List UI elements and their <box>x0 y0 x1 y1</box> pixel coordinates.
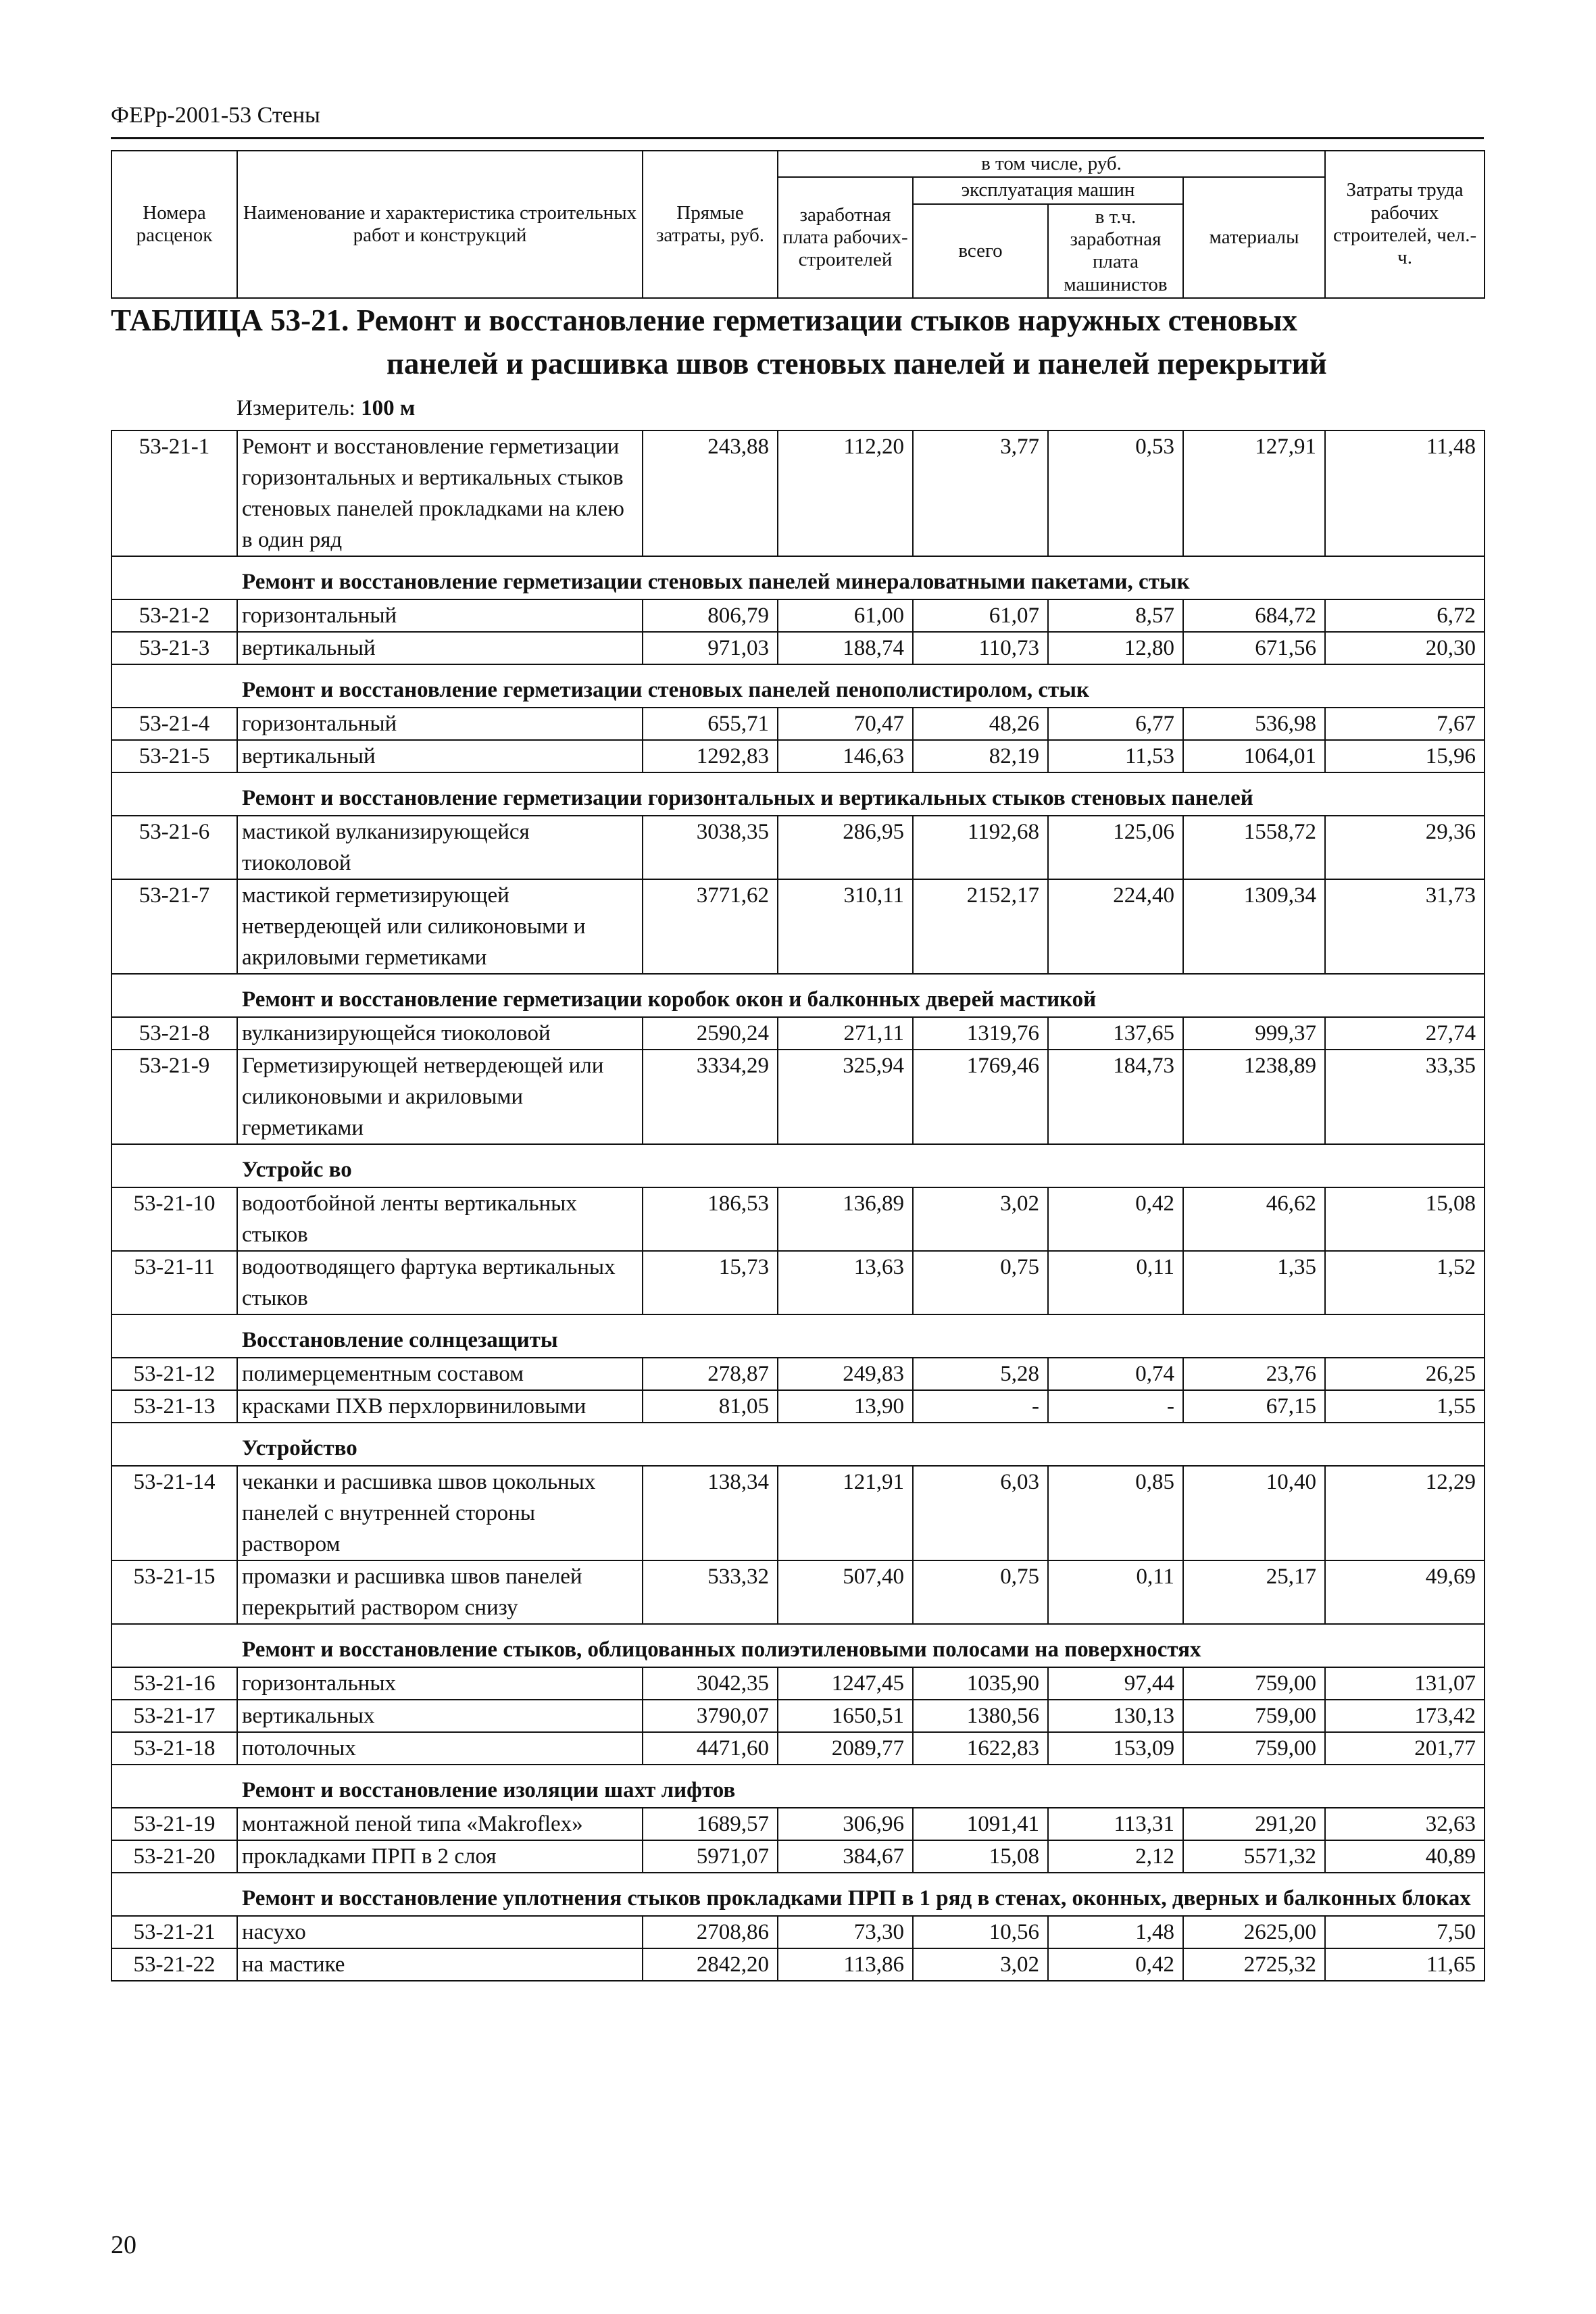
col-incl-header: в том числе, руб. <box>778 151 1325 177</box>
table-title <box>111 299 1484 385</box>
row-code: 53-21-13 <box>111 1390 237 1423</box>
row-name: полимерцементным составом <box>237 1358 643 1390</box>
table-row <box>111 1017 1485 1050</box>
row-materials: 759,00 <box>1183 1700 1325 1732</box>
table-row <box>111 430 1485 556</box>
row-direct-cost: 138,34 <box>643 1466 778 1560</box>
section-row <box>111 1765 1485 1808</box>
row-direct-cost: 3038,35 <box>643 816 778 879</box>
row-code: 53-21-19 <box>111 1808 237 1840</box>
row-labor: 26,25 <box>1325 1358 1485 1390</box>
row-name: монтажной пеной типа «Makroflex» <box>237 1808 643 1840</box>
row-machines-wage: - <box>1048 1390 1183 1423</box>
row-materials: 46,62 <box>1183 1187 1325 1251</box>
row-labor: 7,50 <box>1325 1916 1485 1948</box>
row-code: 53-21-21 <box>111 1916 237 1948</box>
row-direct-cost: 15,73 <box>643 1251 778 1314</box>
table-row <box>111 1916 1485 1948</box>
row-machines-total: 10,56 <box>913 1916 1048 1948</box>
row-machines-total: 3,02 <box>913 1187 1048 1251</box>
row-wage: 249,83 <box>778 1358 913 1390</box>
row-machines-wage: 153,09 <box>1048 1732 1183 1765</box>
row-code: 53-21-15 <box>111 1560 237 1624</box>
column-header-table <box>111 150 1485 299</box>
row-code: 53-21-17 <box>111 1700 237 1732</box>
row-machines-wage: 2,12 <box>1048 1840 1183 1873</box>
running-head: ФЕРр-2001-53 Стены <box>111 103 320 128</box>
row-code: 53-21-11 <box>111 1251 237 1314</box>
row-machines-total: 1769,46 <box>913 1050 1048 1144</box>
row-machines-total: 48,26 <box>913 708 1048 740</box>
table-row <box>111 1358 1485 1390</box>
row-code: 53-21-9 <box>111 1050 237 1144</box>
row-machines-total: 1319,76 <box>913 1017 1048 1050</box>
row-labor: 49,69 <box>1325 1560 1485 1624</box>
measure <box>236 396 415 421</box>
row-wage: 146,63 <box>778 740 913 772</box>
row-machines-total: 82,19 <box>913 740 1048 772</box>
table-row <box>111 1050 1485 1144</box>
row-direct-cost: 3334,29 <box>643 1050 778 1144</box>
col-mach-total-header: всего <box>913 204 1048 298</box>
section-heading: Ремонт и восстановление герметизации стеновых панелей пенополистиролом, стык <box>111 664 1485 708</box>
row-machines-wage: 6,77 <box>1048 708 1183 740</box>
row-machines-wage: 130,13 <box>1048 1700 1183 1732</box>
row-name: на мастике <box>237 1948 643 1981</box>
row-labor: 201,77 <box>1325 1732 1485 1765</box>
row-name: прокладками ПРП в 2 слоя <box>237 1840 643 1873</box>
row-machines-wage: 184,73 <box>1048 1050 1183 1144</box>
row-code: 53-21-20 <box>111 1840 237 1873</box>
table-row <box>111 1840 1485 1873</box>
row-machines-total: 61,07 <box>913 599 1048 632</box>
row-machines-total: 1091,41 <box>913 1808 1048 1840</box>
row-machines-total: 1035,90 <box>913 1667 1048 1700</box>
row-name: мастикой вулканизирующейся тиоколовой <box>237 816 643 879</box>
row-labor: 1,52 <box>1325 1251 1485 1314</box>
row-name: вулканизирующейся тиоколовой <box>237 1017 643 1050</box>
row-materials: 5571,32 <box>1183 1840 1325 1873</box>
row-name: горизонтальный <box>237 599 643 632</box>
section-heading: Ремонт и восстановление герметизации коробок окон и балконных дверей мастикой <box>111 974 1485 1017</box>
section-heading: Устройство <box>111 1423 1485 1466</box>
row-direct-cost: 2590,24 <box>643 1017 778 1050</box>
table-row <box>111 1700 1485 1732</box>
row-name: чеканки и расшивка швов цокольных панелей с внутренней стороны раствором <box>237 1466 643 1560</box>
row-code: 53-21-3 <box>111 632 237 664</box>
row-machines-wage: 0,42 <box>1048 1948 1183 1981</box>
row-materials: 127,91 <box>1183 430 1325 556</box>
section-heading: Восстановление солнцезащиты <box>111 1314 1485 1358</box>
row-labor: 33,35 <box>1325 1050 1485 1144</box>
row-machines-total: 110,73 <box>913 632 1048 664</box>
section-row <box>111 556 1485 599</box>
row-name: водоотводящего фартука вертикальных стыков <box>237 1251 643 1314</box>
section-row <box>111 772 1485 816</box>
row-direct-cost: 1689,57 <box>643 1808 778 1840</box>
row-direct-cost: 3042,35 <box>643 1667 778 1700</box>
row-direct-cost: 806,79 <box>643 599 778 632</box>
table-row <box>111 1808 1485 1840</box>
row-code: 53-21-18 <box>111 1732 237 1765</box>
row-materials: 10,40 <box>1183 1466 1325 1560</box>
row-materials: 25,17 <box>1183 1560 1325 1624</box>
row-direct-cost: 3771,62 <box>643 879 778 974</box>
page-number: 20 <box>111 2231 136 2259</box>
row-labor: 7,67 <box>1325 708 1485 740</box>
row-machines-wage: 0,53 <box>1048 430 1183 556</box>
table-row <box>111 708 1485 740</box>
table-row <box>111 879 1485 974</box>
row-machines-wage: 0,42 <box>1048 1187 1183 1251</box>
table-title-line-2: панелей и расшивка швов стеновых панелей и панелей перекрытий <box>386 347 1327 380</box>
row-materials: 1064,01 <box>1183 740 1325 772</box>
row-name: вертикальный <box>237 740 643 772</box>
row-machines-wage: 12,80 <box>1048 632 1183 664</box>
row-name: вертикальных <box>237 1700 643 1732</box>
row-direct-cost: 1292,83 <box>643 740 778 772</box>
row-machines-wage: 224,40 <box>1048 879 1183 974</box>
row-machines-total: 15,08 <box>913 1840 1048 1873</box>
row-direct-cost: 2708,86 <box>643 1916 778 1948</box>
row-machines-total: 1380,56 <box>913 1700 1048 1732</box>
price-table <box>111 430 1485 1981</box>
row-direct-cost: 243,88 <box>643 430 778 556</box>
row-code: 53-21-8 <box>111 1017 237 1050</box>
table-row <box>111 632 1485 664</box>
row-machines-wage: 113,31 <box>1048 1808 1183 1840</box>
row-direct-cost: 4471,60 <box>643 1732 778 1765</box>
row-code: 53-21-1 <box>111 430 237 556</box>
row-direct-cost: 533,32 <box>643 1560 778 1624</box>
row-machines-wage: 125,06 <box>1048 816 1183 879</box>
section-heading: Ремонт и восстановление герметизации горизонтальных и вертикальных стыков стеновых панелей <box>111 772 1485 816</box>
table-title-line-1: ТАБЛИЦА 53-21. Ремонт и восстановление герметизации стыков наружных стеновых <box>111 303 1297 337</box>
row-materials: 999,37 <box>1183 1017 1325 1050</box>
row-wage: 61,00 <box>778 599 913 632</box>
row-materials: 536,98 <box>1183 708 1325 740</box>
col-mach-wage-header: в т.ч. заработная плата машинистов <box>1048 204 1183 298</box>
table-row <box>111 599 1485 632</box>
row-wage: 13,63 <box>778 1251 913 1314</box>
table-row <box>111 740 1485 772</box>
section-row <box>111 1144 1485 1187</box>
table-row <box>111 1466 1485 1560</box>
measure-label: Измеритель: <box>236 396 355 420</box>
section-row <box>111 974 1485 1017</box>
row-machines-total: - <box>913 1390 1048 1423</box>
row-machines-total: 6,03 <box>913 1466 1048 1560</box>
table-row <box>111 1948 1485 1981</box>
row-direct-cost: 5971,07 <box>643 1840 778 1873</box>
row-wage: 310,11 <box>778 879 913 974</box>
row-name: насухо <box>237 1916 643 1948</box>
row-machines-wage: 0,85 <box>1048 1466 1183 1560</box>
row-wage: 1650,51 <box>778 1700 913 1732</box>
row-materials: 759,00 <box>1183 1732 1325 1765</box>
row-machines-total: 3,77 <box>913 430 1048 556</box>
row-labor: 1,55 <box>1325 1390 1485 1423</box>
col-direct-header: Прямые затраты, руб. <box>643 151 778 298</box>
section-heading: Ремонт и восстановление изоляции шахт лифтов <box>111 1765 1485 1808</box>
table-row <box>111 1732 1485 1765</box>
row-labor: 173,42 <box>1325 1700 1485 1732</box>
col-wage-header: заработная плата рабочих-строителей <box>778 177 913 298</box>
row-wage: 121,91 <box>778 1466 913 1560</box>
row-machines-wage: 11,53 <box>1048 740 1183 772</box>
row-materials: 1558,72 <box>1183 816 1325 879</box>
section-heading: Ремонт и восстановление герметизации стеновых панелей минераловатными пакетами, стык <box>111 556 1485 599</box>
row-name: Герметизирующей нетвердеющей или силиконовыми и акриловыми герметиками <box>237 1050 643 1144</box>
section-heading: Ремонт и восстановление стыков, облицованных полиэтиленовыми полосами на поверхностях <box>111 1624 1485 1667</box>
row-name: красками ПХВ перхлорвиниловыми <box>237 1390 643 1423</box>
row-code: 53-21-4 <box>111 708 237 740</box>
row-labor: 31,73 <box>1325 879 1485 974</box>
section-heading: Устройс во <box>111 1144 1485 1187</box>
row-machines-total: 0,75 <box>913 1560 1048 1624</box>
col-machines-header: эксплуатация машин <box>913 177 1183 203</box>
row-code: 53-21-6 <box>111 816 237 879</box>
row-machines-wage: 0,11 <box>1048 1560 1183 1624</box>
row-machines-wage: 97,44 <box>1048 1667 1183 1700</box>
row-machines-total: 2152,17 <box>913 879 1048 974</box>
row-labor: 20,30 <box>1325 632 1485 664</box>
row-materials: 1309,34 <box>1183 879 1325 974</box>
section-row <box>111 664 1485 708</box>
row-name: водоотбойной ленты вертикальных стыков <box>237 1187 643 1251</box>
row-wage: 325,94 <box>778 1050 913 1144</box>
row-machines-total: 3,02 <box>913 1948 1048 1981</box>
row-wage: 507,40 <box>778 1560 913 1624</box>
row-wage: 113,86 <box>778 1948 913 1981</box>
row-machines-wage: 1,48 <box>1048 1916 1183 1948</box>
row-code: 53-21-22 <box>111 1948 237 1981</box>
row-wage: 73,30 <box>778 1916 913 1948</box>
row-wage: 112,20 <box>778 430 913 556</box>
col-code-header: Номера расценок <box>111 151 237 298</box>
row-name: промазки и расшивка швов панелей перекрытий раствором снизу <box>237 1560 643 1624</box>
row-direct-cost: 186,53 <box>643 1187 778 1251</box>
row-materials: 684,72 <box>1183 599 1325 632</box>
row-name: мастикой герметизирующей нетвердеющей или силиконовыми и акриловыми герметиками <box>237 879 643 974</box>
row-machines-wage: 0,74 <box>1048 1358 1183 1390</box>
row-name: Ремонт и восстановление герметизации горизонтальных и вертикальных стыков стеновых панелей прокладками на клею в один ряд <box>237 430 643 556</box>
row-materials: 2625,00 <box>1183 1916 1325 1948</box>
row-machines-wage: 137,65 <box>1048 1017 1183 1050</box>
row-direct-cost: 3790,07 <box>643 1700 778 1732</box>
table-row <box>111 1390 1485 1423</box>
row-wage: 384,67 <box>778 1840 913 1873</box>
measure-value: 100 м <box>361 396 416 420</box>
table-row <box>111 1667 1485 1700</box>
row-machines-wage: 0,11 <box>1048 1251 1183 1314</box>
row-name: горизонтальных <box>237 1667 643 1700</box>
row-wage: 13,90 <box>778 1390 913 1423</box>
table-row <box>111 816 1485 879</box>
row-labor: 11,65 <box>1325 1948 1485 1981</box>
row-machines-total: 5,28 <box>913 1358 1048 1390</box>
row-machines-wage: 8,57 <box>1048 599 1183 632</box>
row-code: 53-21-2 <box>111 599 237 632</box>
row-code: 53-21-16 <box>111 1667 237 1700</box>
row-labor: 27,74 <box>1325 1017 1485 1050</box>
row-labor: 15,08 <box>1325 1187 1485 1251</box>
col-materials-header: материалы <box>1183 177 1325 298</box>
row-labor: 32,63 <box>1325 1808 1485 1840</box>
row-labor: 11,48 <box>1325 430 1485 556</box>
row-direct-cost: 278,87 <box>643 1358 778 1390</box>
table-row <box>111 1560 1485 1624</box>
row-materials: 1,35 <box>1183 1251 1325 1314</box>
row-code: 53-21-14 <box>111 1466 237 1560</box>
row-materials: 67,15 <box>1183 1390 1325 1423</box>
row-code: 53-21-12 <box>111 1358 237 1390</box>
row-machines-total: 1192,68 <box>913 816 1048 879</box>
row-wage: 188,74 <box>778 632 913 664</box>
row-name: потолочных <box>237 1732 643 1765</box>
row-wage: 286,95 <box>778 816 913 879</box>
row-name: горизонтальный <box>237 708 643 740</box>
section-heading: Ремонт и восстановление уплотнения стыков прокладками ПРП в 1 ряд в стенах, оконных, дверных и балконных блоках <box>111 1873 1485 1916</box>
row-materials: 671,56 <box>1183 632 1325 664</box>
row-direct-cost: 971,03 <box>643 632 778 664</box>
row-labor: 6,72 <box>1325 599 1485 632</box>
header-rule <box>111 137 1484 139</box>
row-wage: 136,89 <box>778 1187 913 1251</box>
row-labor: 29,36 <box>1325 816 1485 879</box>
row-direct-cost: 2842,20 <box>643 1948 778 1981</box>
row-name: вертикальный <box>237 632 643 664</box>
row-machines-total: 1622,83 <box>913 1732 1048 1765</box>
section-row <box>111 1314 1485 1358</box>
row-machines-total: 0,75 <box>913 1251 1048 1314</box>
row-labor: 15,96 <box>1325 740 1485 772</box>
row-materials: 1238,89 <box>1183 1050 1325 1144</box>
row-direct-cost: 81,05 <box>643 1390 778 1423</box>
row-wage: 2089,77 <box>778 1732 913 1765</box>
row-wage: 306,96 <box>778 1808 913 1840</box>
col-labor-header: Затраты труда рабочих строителей, чел.-ч. <box>1325 151 1485 298</box>
row-wage: 271,11 <box>778 1017 913 1050</box>
row-code: 53-21-10 <box>111 1187 237 1251</box>
row-materials: 759,00 <box>1183 1667 1325 1700</box>
row-materials: 23,76 <box>1183 1358 1325 1390</box>
row-labor: 12,29 <box>1325 1466 1485 1560</box>
section-row <box>111 1873 1485 1916</box>
row-materials: 291,20 <box>1183 1808 1325 1840</box>
table-row <box>111 1251 1485 1314</box>
row-code: 53-21-7 <box>111 879 237 974</box>
row-labor: 131,07 <box>1325 1667 1485 1700</box>
section-row <box>111 1624 1485 1667</box>
row-code: 53-21-5 <box>111 740 237 772</box>
row-wage: 1247,45 <box>778 1667 913 1700</box>
row-materials: 2725,32 <box>1183 1948 1325 1981</box>
col-name-header: Наименование и характеристика строительных работ и конструкций <box>237 151 643 298</box>
row-wage: 70,47 <box>778 708 913 740</box>
section-row <box>111 1423 1485 1466</box>
row-labor: 40,89 <box>1325 1840 1485 1873</box>
row-direct-cost: 655,71 <box>643 708 778 740</box>
table-row <box>111 1187 1485 1251</box>
